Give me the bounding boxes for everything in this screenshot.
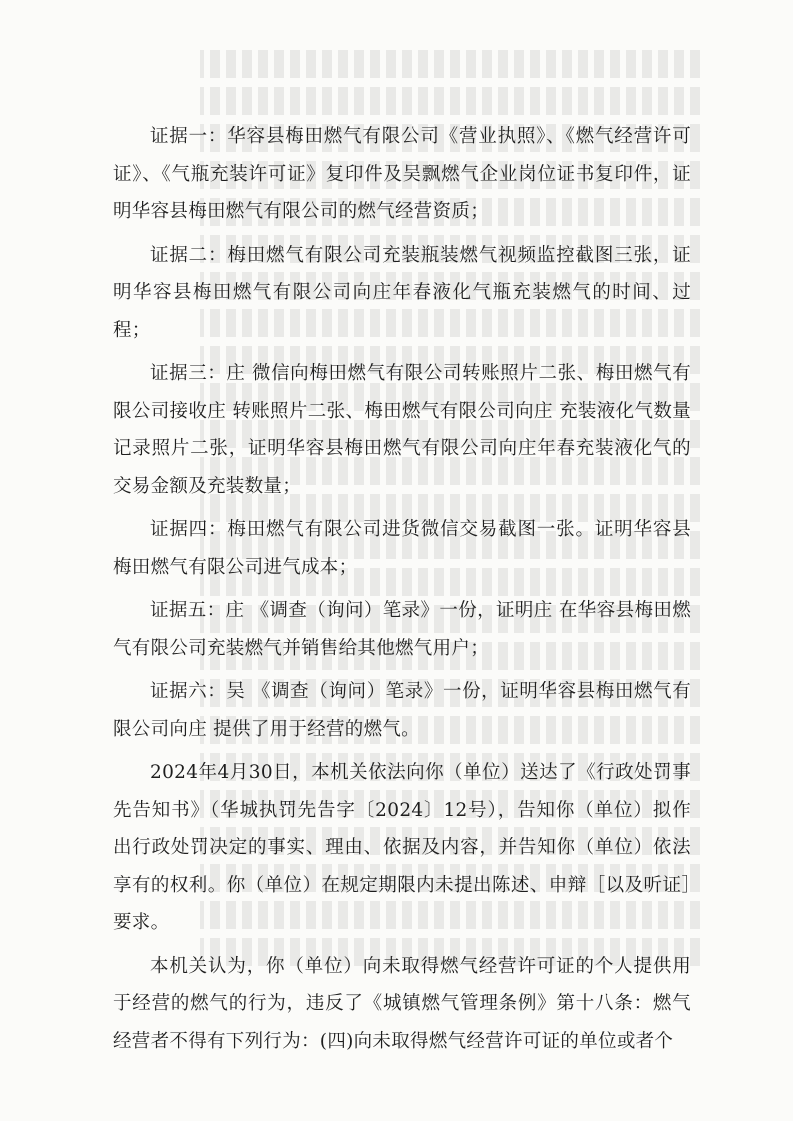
violation-finding-paragraph: 本机关认为，你（单位）向未取得燃气经营许可证的个人提供用于经营的燃气的行为，违反了《城镇燃气管理条例》第十八条：燃气经营者不得有下列行为：(四)向未取得燃气经营许可证的单位或者个 xyxy=(113,955,691,1052)
evidence-2-paragraph: 证据二：梅田燃气有限公司充装瓶装燃气视频监控截图三张，证明华容县梅田燃气有限公司向庄年春液化气瓶充装燃气的时间、过程； xyxy=(113,244,691,341)
notice-served-paragraph: 2024年4月30日，本机关依法向你（单位）送达了《行政处罚事先告知书》（华城执罚先告字〔2024〕12号），告知你（单位）拟作出行政处罚决定的事实、理由、依据及内容，并告知你（单位）依法享有的权利。你（单位）在规定期限内未提出陈述、申辩［以及听证］要求。 xyxy=(113,762,691,933)
evidence-3-paragraph: 证据三：庄 微信向梅田燃气有限公司转账照片二张、梅田燃气有限公司接收庄 转账照片二张、梅田燃气有限公司向庄 充装液化气数量记录照片二张，证明华容县梅田燃气有限公司向庄年春充装液化气的交易金额及充装数量； xyxy=(113,363,691,497)
evidence-6-paragraph: 证据六：吴 《调查（询问）笔录》一份，证明华容县梅田燃气有限公司向庄 提供了用于经营的燃气。 xyxy=(113,681,691,740)
evidence-5-paragraph: 证据五：庄 《调查（询问）笔录》一份，证明庄 在华容县梅田燃气有限公司充装燃气并销售给其他燃气用户； xyxy=(113,600,691,659)
evidence-4-paragraph: 证据四：梅田燃气有限公司进货微信交易截图一张。证明华容县梅田燃气有限公司进气成本； xyxy=(113,519,691,578)
evidence-1-paragraph: 证据一：华容县梅田燃气有限公司《营业执照》、《燃气经营许可证》、《气瓶充装许可证》复印件及吴飘燃气企业岗位证书复印件，证明华容县梅田燃气有限公司的燃气经营资质； xyxy=(113,126,691,222)
document-body xyxy=(113,118,691,1066)
